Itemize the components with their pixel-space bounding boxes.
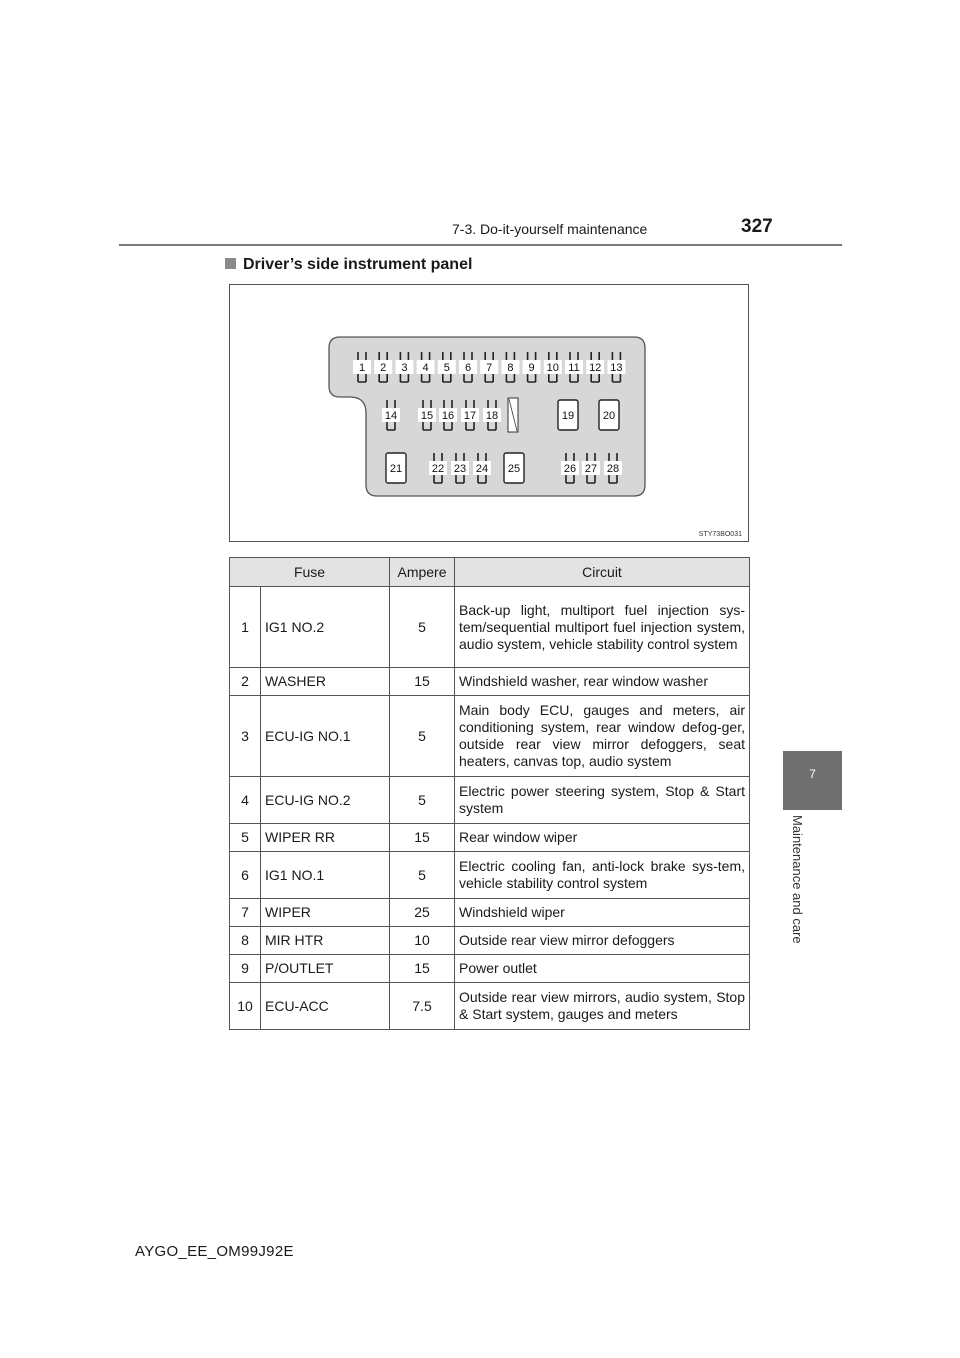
fuse-name: ECU-IG NO.2 <box>261 777 390 824</box>
fuse-label: 21 <box>389 463 403 475</box>
fuse-number: 3 <box>230 696 261 777</box>
table-row <box>230 955 750 983</box>
fuse-label: 3 <box>401 362 408 374</box>
fuse-ampere: 5 <box>390 587 455 668</box>
fuse-number: 4 <box>230 777 261 824</box>
table-row <box>230 587 750 668</box>
fuse-label: 27 <box>584 463 598 475</box>
column-header-ampere: Ampere <box>390 558 455 587</box>
fuse-ampere: 25 <box>390 899 455 927</box>
fuse-slot-19 <box>558 400 578 430</box>
table-row <box>230 824 750 852</box>
fuse-label: 26 <box>563 463 577 475</box>
fuse-slot-21 <box>386 453 406 483</box>
chapter-tab <box>783 751 842 810</box>
page-number: 327 <box>741 216 773 237</box>
header-rule <box>119 244 842 246</box>
fuse-circuit: Outside rear view mirrors, audio system, Stop & Start system, gauges and meters <box>455 983 750 1030</box>
fuse-label: 11 <box>568 362 580 374</box>
fuse-label: 13 <box>610 362 623 374</box>
fuse-circuit: Windshield washer, rear window washer <box>455 668 750 696</box>
figure-code: STY73BO031 <box>698 531 742 538</box>
fuse-ampere: 10 <box>390 927 455 955</box>
heading-square-icon <box>225 258 236 269</box>
fuse-circuit: Rear window wiper <box>455 824 750 852</box>
table-row <box>230 696 750 777</box>
fuse-label: 25 <box>507 463 521 475</box>
fuse-name: ECU-ACC <box>261 983 390 1030</box>
column-header-circuit: Circuit <box>455 558 750 587</box>
fuse-label: 24 <box>475 463 489 475</box>
fuse-box-figure <box>229 284 749 542</box>
fuse-name: IG1 NO.2 <box>261 587 390 668</box>
fuse-ampere: 5 <box>390 696 455 777</box>
section-heading <box>225 256 472 274</box>
fuse-label: 4 <box>422 362 429 374</box>
fuse-circuit: Outside rear view mirror defoggers <box>455 927 750 955</box>
fuse-name: IG1 NO.1 <box>261 852 390 899</box>
table-header-row <box>230 558 750 587</box>
fuse-ampere: 5 <box>390 777 455 824</box>
fuse-label: 5 <box>443 362 450 374</box>
fuse-label: 9 <box>528 362 535 374</box>
fuse-label: 17 <box>463 410 477 422</box>
fuse-name: P/OUTLET <box>261 955 390 983</box>
fuse-number: 8 <box>230 927 261 955</box>
fuse-label: 2 <box>380 362 387 374</box>
fuse-number: 10 <box>230 983 261 1030</box>
fuse-name: MIR HTR <box>261 927 390 955</box>
table-row <box>230 983 750 1030</box>
fuse-number: 5 <box>230 824 261 852</box>
table-row <box>230 927 750 955</box>
fuse-ampere: 15 <box>390 668 455 696</box>
fuse-label: 20 <box>602 410 616 422</box>
footer-document-code: AYGO_EE_OM99J92E <box>135 1243 294 1260</box>
fuse-number: 7 <box>230 899 261 927</box>
fuse-circuit: Main body ECU, gauges and meters, air conditioning system, rear window defog-ger, outside rear view mirror defoggers, seat heaters, canvas top, audio system <box>455 696 750 777</box>
fuse-slot-20 <box>599 400 619 430</box>
fuse-number: 6 <box>230 852 261 899</box>
fuse-ampere: 15 <box>390 824 455 852</box>
fuse-label: 19 <box>561 410 575 422</box>
fuse-label: 1 <box>358 362 366 374</box>
header-section-title: 7-3. Do-it-yourself maintenance <box>452 221 648 237</box>
fuse-number: 2 <box>230 668 261 696</box>
fuse-label: 15 <box>420 410 434 422</box>
fuse-label: 12 <box>589 362 602 374</box>
fuse-number: 1 <box>230 587 261 668</box>
fuse-circuit: Windshield wiper <box>455 899 750 927</box>
fuse-name: WIPER RR <box>261 824 390 852</box>
fuse-label: 8 <box>507 362 514 374</box>
fuse-label: 10 <box>546 362 559 374</box>
heading-text: Driver’s side instrument panel <box>243 256 473 273</box>
fuse-label: 23 <box>453 463 467 475</box>
fuse-slot-25 <box>504 453 524 483</box>
fuse-table <box>229 557 750 1030</box>
fuse-circuit: Electric cooling fan, anti-lock brake sys-tem, vehicle stability control system <box>455 852 750 899</box>
fuse-label: 6 <box>464 362 472 374</box>
fuse-circuit: Power outlet <box>455 955 750 983</box>
chapter-number: 7 <box>809 767 816 781</box>
fuse-number: 9 <box>230 955 261 983</box>
table-row <box>230 668 750 696</box>
table-row <box>230 899 750 927</box>
table-row <box>230 777 750 824</box>
fuse-ampere: 5 <box>390 852 455 899</box>
fuse-label: 22 <box>431 463 445 475</box>
fuse-box-diagram <box>230 285 748 541</box>
fuse-label: 16 <box>441 410 455 422</box>
fuse-name: ECU-IG NO.1 <box>261 696 390 777</box>
table-row <box>230 852 750 899</box>
fuse-ampere: 7.5 <box>390 983 455 1030</box>
fuse-name: WIPER <box>261 899 390 927</box>
fuse-name: WASHER <box>261 668 390 696</box>
fuse-label: 28 <box>606 463 620 475</box>
fuse-circuit: Electric power steering system, Stop & Start system <box>455 777 750 824</box>
column-header-fuse: Fuse <box>230 558 390 587</box>
fuse-label: 18 <box>485 410 499 422</box>
blank-fuse-slot <box>508 398 518 432</box>
fuse-label: 7 <box>486 362 493 374</box>
fuse-label: 14 <box>384 410 398 422</box>
chapter-side-title: Maintenance and care <box>790 815 805 944</box>
fuse-ampere: 15 <box>390 955 455 983</box>
fuse-circuit: Back-up light, multiport fuel injection sys-tem/sequential multiport fuel injection system, audio system, vehicle stability control system <box>455 587 750 668</box>
